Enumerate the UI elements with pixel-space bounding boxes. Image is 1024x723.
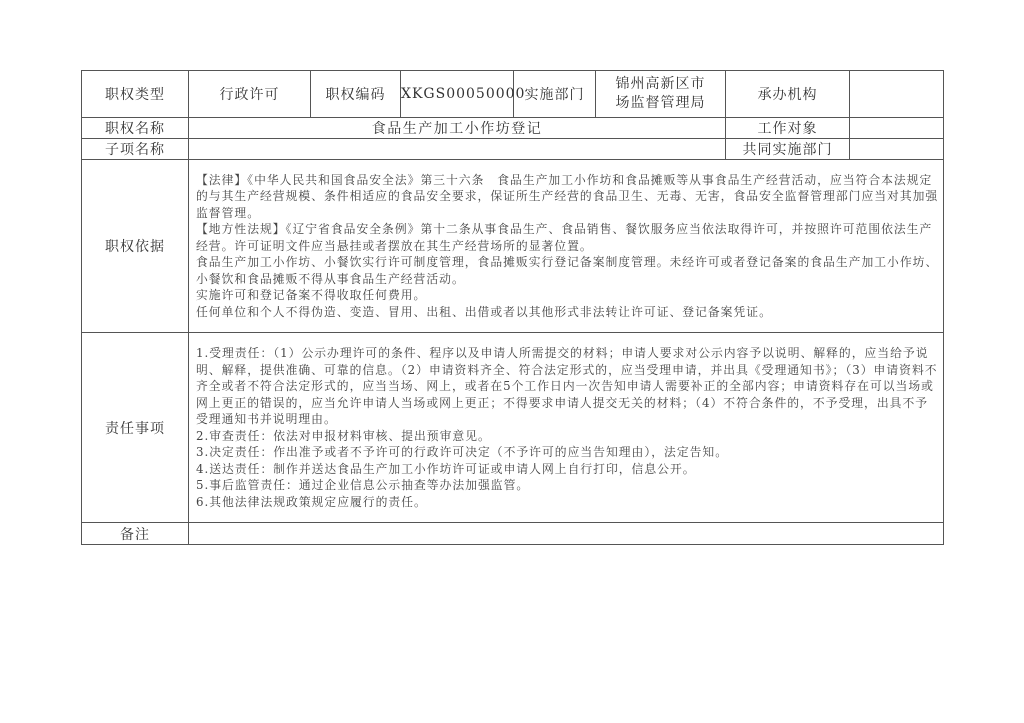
label-power-name: 职权名称: [82, 118, 189, 139]
responsibilities-text: [189, 333, 944, 523]
row-responsibilities: [82, 333, 944, 523]
row-subitem-name: [82, 139, 944, 160]
basis-paragraph: 任何单位和个人不得伪造、变造、冒用、出租、出借或者以其他形式非法转让许可证、登记备案凭证。: [196, 304, 772, 319]
label-joint-dept: 共同实施部门: [726, 139, 850, 160]
duty-item: 5.事后监管责任：通过企业信息公示抽查等办法加强监管。: [196, 478, 530, 492]
basis-paragraph: 食品生产加工小作坊、小餐饮实行许可制度管理，食品摊贩实行登记备案制度管理。未经许可或者登记备案的食品生产加工小作坊、小餐饮和食品摊贩不得从事食品生产经营活动。: [196, 255, 939, 286]
label-work-target: 工作对象: [726, 118, 850, 139]
row-power-basis: [82, 160, 944, 333]
label-handling-org: 承办机构: [726, 71, 850, 118]
value-joint-dept: [850, 139, 944, 160]
value-implementing-dept: [596, 71, 726, 118]
value-power-code: XKGS00050000: [401, 71, 514, 118]
row-remark: [82, 523, 944, 545]
label-power-basis: 职权依据: [82, 160, 189, 333]
value-work-target: [850, 118, 944, 139]
basis-paragraph: 【法律】《中华人民共和国食品安全法》第三十六条 食品生产加工小作坊和食品摊贩等从事食品生产经营活动，应当符合本法规定的与其生产经营规模、条件相适应的食品安全要求，保证所生产经营的食品卫生、无毒、无害，食品安全监督管理部门应当对其加强监督管理。: [196, 172, 939, 220]
label-implementing-dept: 实施部门: [514, 71, 596, 118]
duty-item: 4.送达责任：制作并送达食品生产加工小作坊许可证或申请人网上自行打印，信息公开。: [196, 461, 696, 476]
basis-paragraph: 实施许可和登记备案不得收取任何费用。: [196, 288, 427, 303]
dept-line-1: 锦州高新区市: [615, 76, 706, 92]
label-remark: 备注: [82, 523, 189, 545]
label-subitem-name: 子项名称: [82, 139, 189, 160]
duty-item: 3.决定责任：作出准予或者不予许可的行政许可决定（不予许可的应当告知理由），法定告知。: [196, 445, 729, 459]
dept-line-2: 场监督管理局: [615, 95, 706, 111]
value-handling-org: [850, 71, 944, 118]
value-subitem-name: [189, 139, 726, 160]
value-power-type: 行政许可: [189, 71, 311, 118]
row-power-name: [82, 118, 944, 139]
value-remark: [189, 523, 944, 545]
basis-paragraph: 【地方性法规】《辽宁省食品安全条例》第十二条从事食品生产、食品销售、餐饮服务应当依法取得许可，并按照许可范围依法生产经营。许可证明文件应当悬挂或者摆放在其生产经营场所的显著位置。: [196, 222, 933, 253]
duty-item: 6.其他法律法规政策规定应履行的责任。: [196, 494, 427, 509]
label-power-type: 职权类型: [82, 71, 189, 118]
duty-item: 2.审查责任：依法对申报材料审核、提出预审意见。: [196, 428, 491, 443]
label-power-code: 职权编码: [311, 71, 401, 118]
power-basis-text: [189, 160, 944, 333]
row-power-type: [82, 71, 944, 118]
value-power-name: 食品生产加工小作坊登记: [189, 118, 726, 139]
power-list-table: [81, 70, 944, 545]
duty-item: 1.受理责任：（1）公示办理许可的条件、程序以及申请人所需提交的材料；申请人要求对公示内容予以说明、解释的，应当给予说明、解释，提供准确、可靠的信息。（2）申请资料齐全、符合法定形式的，应当受理申请，并出具《受理通知书》；（3）申请资料不齐全或者不符合法定形式的，应当当场、网上，或者在5个工作日内一次告知申请人需要补正的全部内容；申请资料存在可以当场或网上更正的错误的，应当允许申请人当场或网上更正；不得要求申请人提交无关的材料；（4）不符合条件的，不予受理，出具不予受理通知书并说明理由。: [196, 346, 938, 426]
label-responsibilities: 责任事项: [82, 333, 189, 523]
